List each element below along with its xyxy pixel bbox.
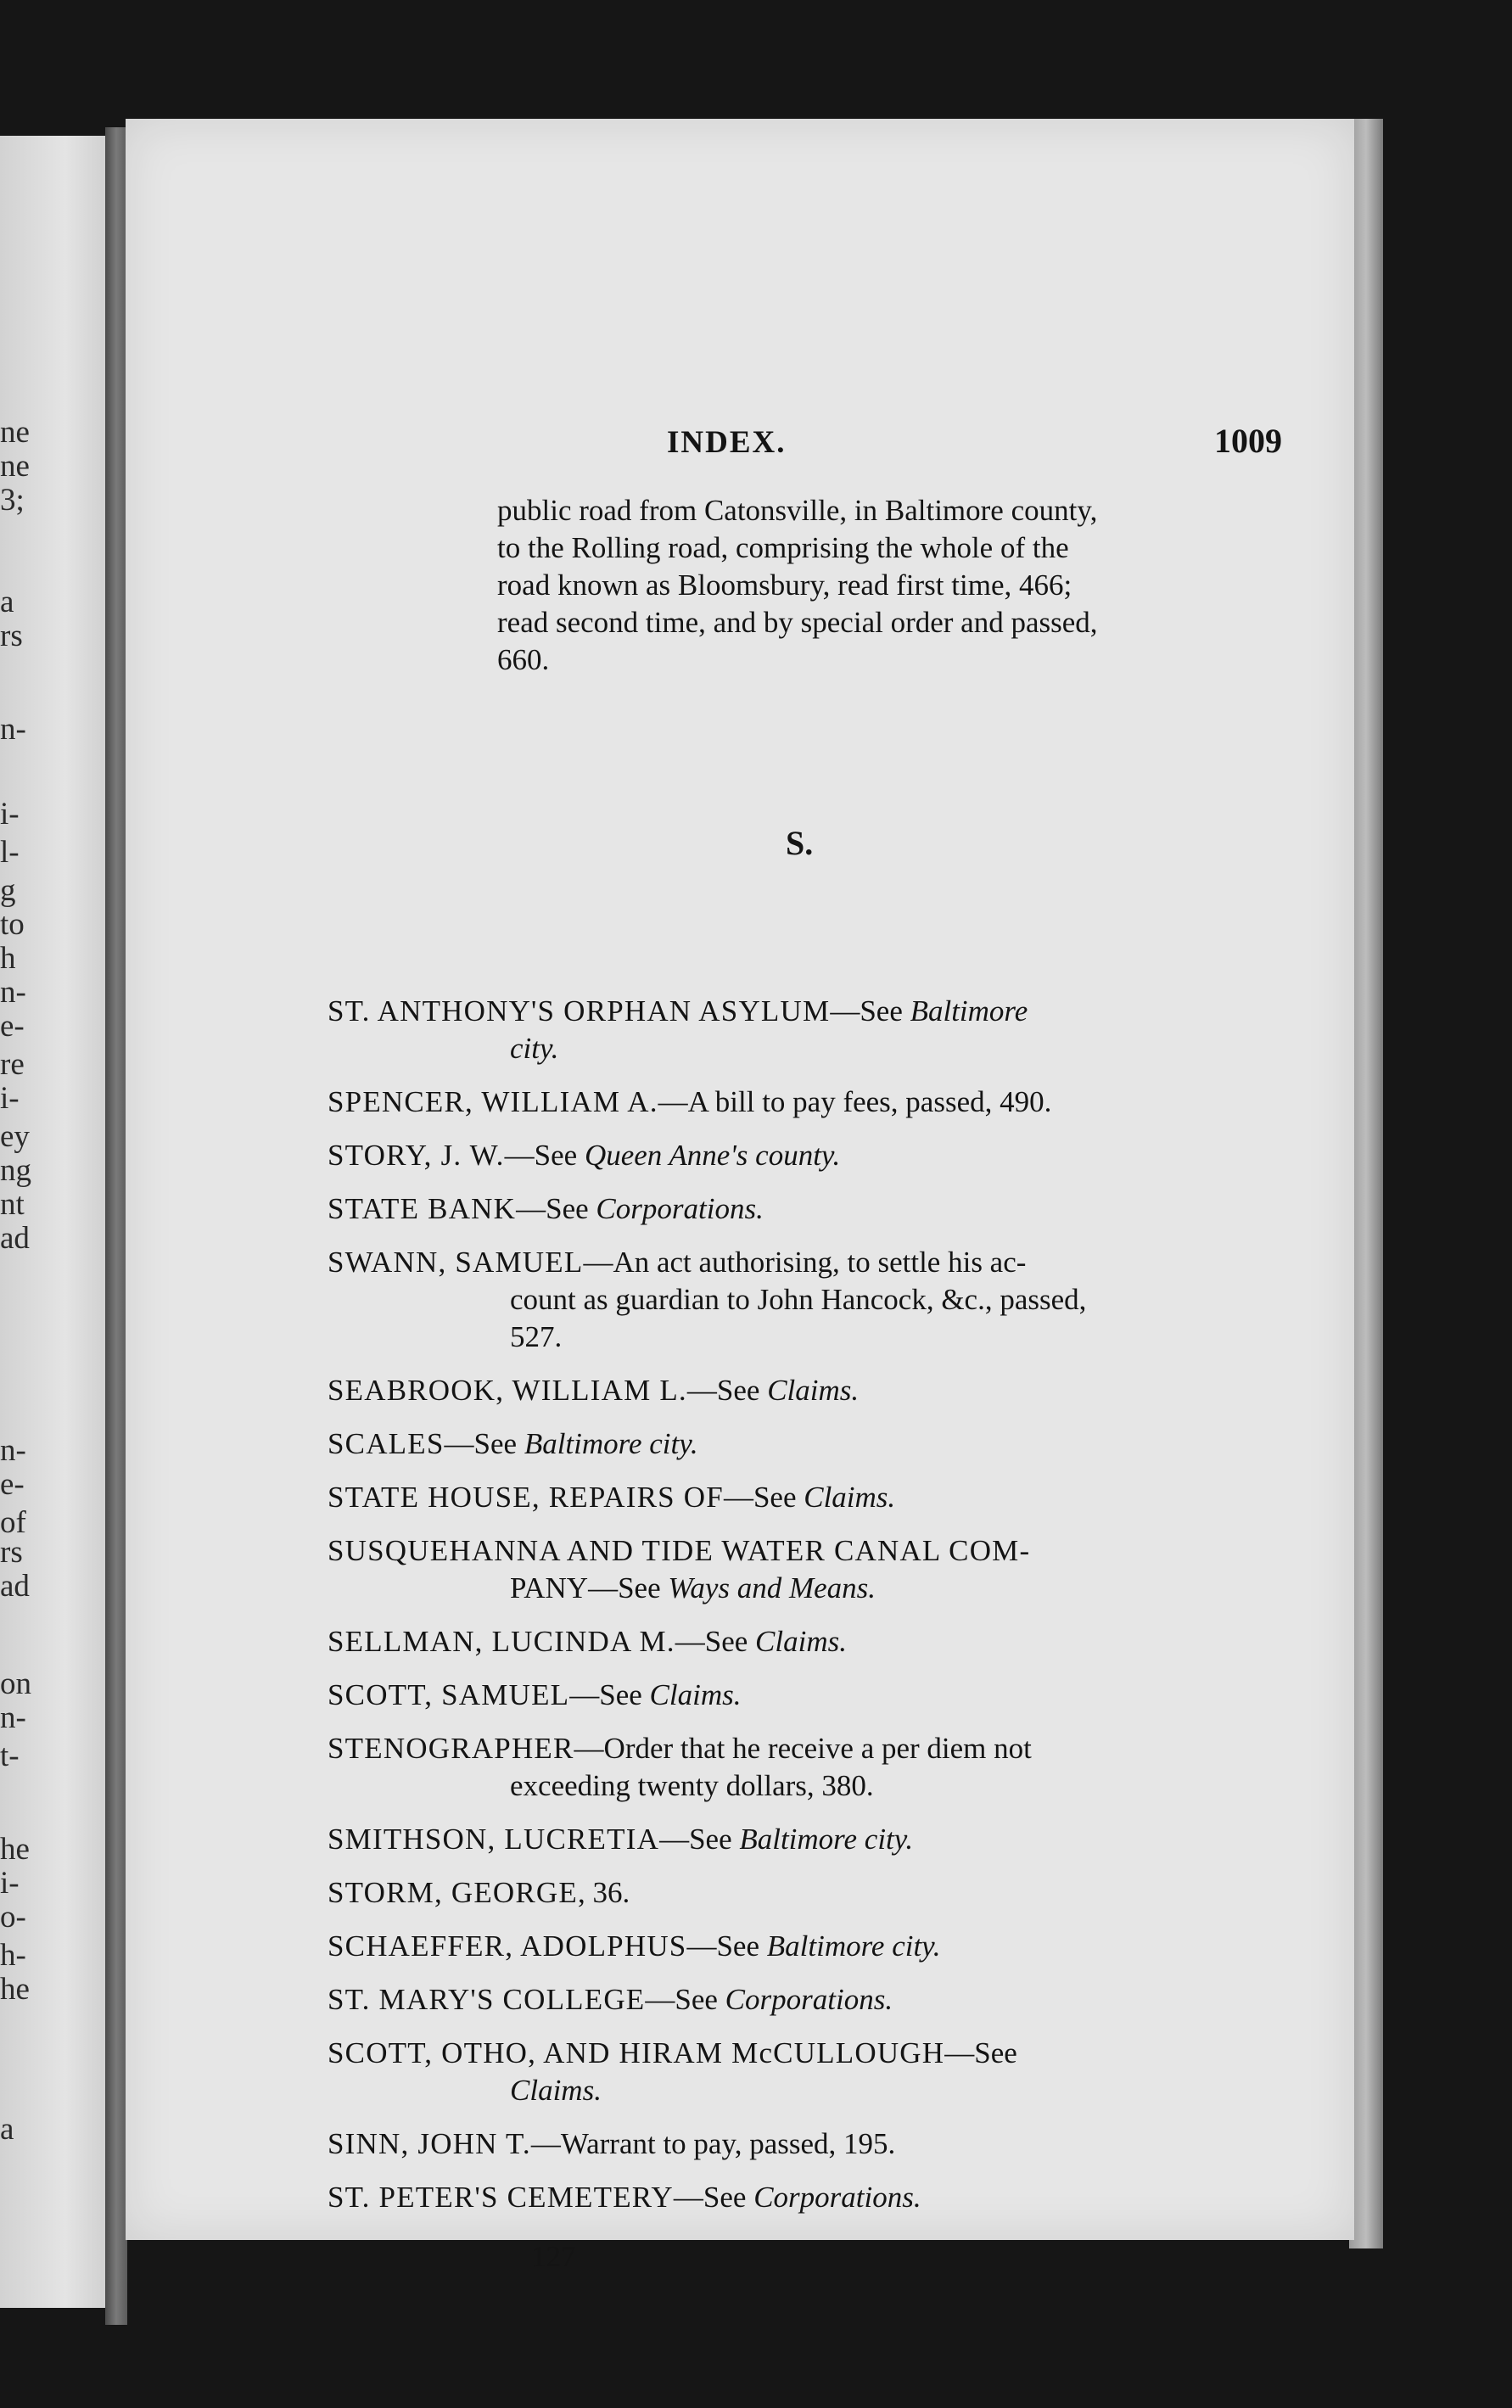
- left-page-fragment: e-: [0, 1009, 25, 1044]
- entry-reference: Claims.: [510, 2074, 602, 2107]
- entry-reference: Corporations.: [753, 2181, 921, 2214]
- left-page-fragment: to: [0, 907, 25, 942]
- index-entry: [328, 1244, 1329, 1356]
- left-page-fragment: a: [0, 2112, 14, 2147]
- entry-text: —See: [516, 1192, 596, 1225]
- entry-reference: Baltimore: [910, 994, 1028, 1028]
- left-page-fragment: n-: [0, 1700, 26, 1735]
- entry-text: , 36.: [578, 1876, 630, 1909]
- index-entry: [328, 1425, 1329, 1463]
- entry-reference: Claims.: [649, 1678, 742, 1711]
- entry-text: —See: [675, 1625, 756, 1658]
- left-page-fragment: i-: [0, 797, 20, 832]
- entry-reference: Claims.: [767, 1374, 860, 1407]
- entry-text: —See: [686, 1374, 768, 1407]
- entry-reference: Corporations.: [725, 1983, 893, 2016]
- section-letter: S.: [786, 824, 814, 862]
- entry-text: —See: [659, 1823, 740, 1856]
- left-page-fragment: rs: [0, 619, 23, 653]
- left-page-fragment: i-: [0, 1081, 20, 1116]
- index-entry: [328, 1137, 1329, 1174]
- left-page-fragment: i-: [0, 1866, 20, 1901]
- entry-continuation-text: PANY—See: [510, 1571, 669, 1604]
- entry-name: ST. MARY'S COLLEGE: [328, 1983, 646, 2016]
- index-entry: [328, 2179, 1329, 2216]
- entry-reference: Claims.: [804, 1481, 896, 1514]
- entry-name: SCOTT, OTHO, AND HIRAM McCULLOUGH: [328, 2036, 945, 2069]
- left-page-fragment: 3;: [0, 483, 25, 518]
- entry-text: —See: [944, 2036, 1017, 2069]
- signature-mark: 127: [531, 2240, 576, 2273]
- entry-continuation: exceeding twenty dollars, 380.: [510, 1769, 874, 1802]
- entry-name: SWANN, SAMUEL: [328, 1246, 584, 1279]
- index-entry: [328, 1730, 1329, 1805]
- running-header: [328, 424, 1329, 467]
- entry-continuation: [328, 1030, 1329, 1067]
- left-page-fragment: on: [0, 1666, 31, 1701]
- intro-line: road known as Bloomsbury, read first time, 466;: [497, 568, 1072, 602]
- index-entry: [328, 1874, 1329, 1912]
- index-entry: [328, 1479, 1329, 1516]
- entry-name: ST. PETER'S CEMETERY: [328, 2181, 674, 2214]
- entry-reference: Baltimore city.: [739, 1823, 914, 1856]
- index-entries: [328, 993, 1329, 2232]
- entry-name: STATE BANK: [328, 1192, 517, 1225]
- left-page-fragment: ne: [0, 415, 30, 450]
- intro-line: 660.: [497, 643, 550, 676]
- left-page-fragment: ad: [0, 1569, 30, 1604]
- entry-continuation: 527.: [510, 1320, 563, 1353]
- intro-line: to the Rolling road, comprising the whole of the: [497, 531, 1069, 564]
- entry-name: SEABROOK, WILLIAM L.: [328, 1374, 687, 1407]
- index-entry: [328, 1928, 1329, 1965]
- entry-reference: Queen Anne's county.: [584, 1139, 841, 1172]
- intro-line: read second time, and by special order and passed,: [497, 606, 1098, 639]
- left-page-fragment: n-: [0, 712, 26, 747]
- left-page-fragment: a: [0, 585, 14, 619]
- index-entry: [328, 1084, 1329, 1121]
- index-entry: [328, 1677, 1329, 1714]
- left-page-fragment: h-: [0, 1938, 26, 1973]
- entry-reference: Baltimore city.: [766, 1929, 941, 1963]
- left-page-fragment: g: [0, 873, 16, 908]
- left-page-fragment: h: [0, 941, 16, 976]
- left-page-fragment: ad: [0, 1221, 30, 1256]
- entry-text: —See: [444, 1427, 524, 1460]
- index-entry: [328, 1821, 1329, 1858]
- entry-name: SINN, JOHN T.: [328, 2127, 531, 2160]
- entry-name: SMITHSON, LUCRETIA: [328, 1823, 660, 1856]
- left-page-fragment: rs: [0, 1535, 23, 1570]
- entry-text: —Order that he receive a per diem not: [574, 1732, 1032, 1765]
- index-entry: [328, 1190, 1329, 1228]
- page-number: 1009: [1214, 422, 1282, 460]
- entry-text: —See: [569, 1678, 650, 1711]
- header-title: INDEX.: [667, 425, 787, 460]
- index-entry: [328, 1981, 1329, 2019]
- index-entry: [328, 1372, 1329, 1409]
- left-page-fragment: nt: [0, 1187, 25, 1222]
- entry-text: —See: [723, 1481, 804, 1514]
- left-page-fragment: e-: [0, 1467, 25, 1502]
- left-page-fragment: re: [0, 1047, 25, 1082]
- entry-text: —Warrant to pay, passed, 195.: [530, 2127, 896, 2160]
- page-edge-shadow: [1349, 119, 1383, 2248]
- left-page-fragment: ne: [0, 449, 30, 484]
- entry-name: SPENCER, WILLIAM A.: [328, 1085, 658, 1118]
- left-page-fragment: he: [0, 1972, 30, 2007]
- entry-text: —See: [830, 994, 910, 1028]
- index-entry: [328, 1623, 1329, 1660]
- entry-text: —See: [686, 1929, 767, 1963]
- entry-name: SUSQUEHANNA AND TIDE WATER CANAL COM-: [328, 1534, 1031, 1567]
- intro-line: public road from Catonsville, in Baltimore county,: [497, 494, 1098, 527]
- entry-continuation: [328, 1570, 1329, 1607]
- entry-name: STENOGRAPHER: [328, 1732, 574, 1765]
- left-page-fragment: ng: [0, 1153, 31, 1188]
- entry-text: —An act authorising, to settle his ac-: [583, 1246, 1027, 1279]
- index-page: [126, 119, 1354, 2273]
- entry-name: SCOTT, SAMUEL: [328, 1678, 570, 1711]
- left-page-fragment: n-: [0, 975, 26, 1010]
- entry-reference: Baltimore city.: [524, 1427, 698, 1460]
- left-page-fragment: ey: [0, 1119, 30, 1154]
- entry-name: ST. ANTHONY'S ORPHAN ASYLUM: [328, 994, 831, 1028]
- entry-text: —See: [673, 2181, 754, 2214]
- index-entry: [328, 2035, 1329, 2109]
- left-page-fragment: he: [0, 1832, 30, 1867]
- continued-entry-text: [497, 492, 1312, 679]
- left-page-fragment: n-: [0, 1433, 26, 1468]
- left-page-fragment: l-: [0, 835, 20, 870]
- index-entry: [328, 2125, 1329, 2163]
- entry-reference: Claims.: [755, 1625, 847, 1658]
- entry-name: SELLMAN, LUCINDA M.: [328, 1625, 675, 1658]
- entry-name: STATE HOUSE, REPAIRS OF: [328, 1481, 724, 1514]
- left-page-fragment: of: [0, 1505, 26, 1540]
- entry-name: SCALES: [328, 1427, 445, 1460]
- entry-continuation: [328, 2072, 1329, 2109]
- entry-text: —See: [645, 1983, 725, 2016]
- entry-reference: Corporations.: [596, 1192, 764, 1225]
- entry-continuation: count as guardian to John Hancock, &c., passed,: [510, 1283, 1087, 1316]
- entry-name: STORY, J. W.: [328, 1139, 505, 1172]
- index-entry: [328, 993, 1329, 1067]
- entry-reference: Ways and Means.: [668, 1571, 876, 1604]
- entry-name: SCHAEFFER, ADOLPHUS: [328, 1929, 687, 1963]
- book-gutter: [105, 127, 127, 2325]
- index-entry: [328, 1532, 1329, 1607]
- left-page-fragment: t-: [0, 1739, 20, 1773]
- entry-reference: city.: [510, 1032, 559, 1065]
- entry-text: —See: [504, 1139, 585, 1172]
- entry-name: STORM, GEORGE: [328, 1876, 578, 1909]
- left-page-edge: [0, 136, 109, 2308]
- left-page-fragment: o-: [0, 1900, 26, 1935]
- entry-text: —A bill to pay fees, passed, 490.: [658, 1085, 1052, 1118]
